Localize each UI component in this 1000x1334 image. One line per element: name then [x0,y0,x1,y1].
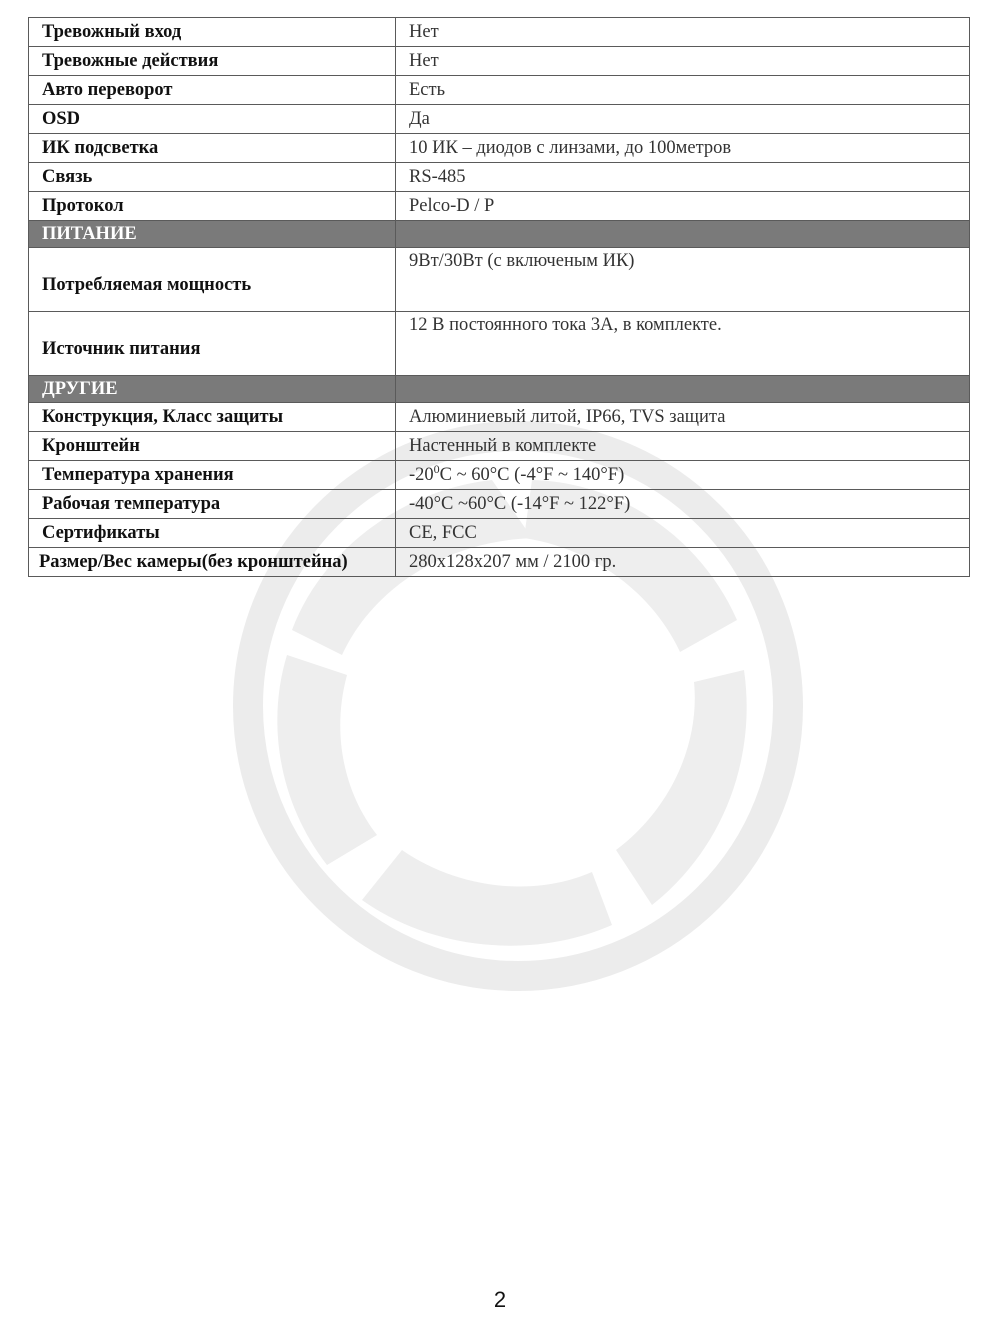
section-title: ДРУГИЕ [29,376,396,403]
table-row [29,192,970,221]
spec-value: Алюминиевый литой, IP66, TVS защита [396,403,970,432]
table-row [29,490,970,519]
spec-value: -40°C ~60°C (-14°F ~ 122°F) [396,490,970,519]
spec-value: Настенный в комплекте [396,432,970,461]
spec-label: Тревожный вход [29,18,396,47]
spec-label: Протокол [29,192,396,221]
spec-label: Размер/Вес камеры(без кронштейна) [29,548,396,577]
spec-value: Нет [396,47,970,76]
spec-value: Да [396,105,970,134]
table-row [29,18,970,47]
spec-value: RS-485 [396,163,970,192]
spec-label: Источник питания [29,312,396,376]
spec-label: ИК подсветка [29,134,396,163]
table-row [29,519,970,548]
table-row [29,461,970,490]
table-row [29,312,970,376]
spec-value: 12 В постоянного тока 3А, в комплекте. [396,312,970,376]
spec-label: Тревожные действия [29,47,396,76]
table-row [29,134,970,163]
table-row [29,548,970,577]
section-header-other [29,376,970,403]
spec-value: Нет [396,18,970,47]
spec-value [396,461,970,490]
spec-value: Pelco-D / P [396,192,970,221]
spec-value: 10 ИК – диодов с линзами, до 100метров [396,134,970,163]
spec-label: Температура хранения [29,461,396,490]
table-row [29,76,970,105]
section-header-power [29,221,970,248]
value-prefix: -20 [409,465,434,485]
spec-label: Рабочая температура [29,490,396,519]
section-empty-cell [396,221,970,248]
spec-label: Кронштейн [29,432,396,461]
spec-table [28,17,970,577]
table-row [29,105,970,134]
value-suffix: C ~ 60°C (-4°F ~ 140°F) [439,465,625,485]
spec-value: CE, FCC [396,519,970,548]
spec-label: Потребляемая мощность [29,248,396,312]
table-row [29,432,970,461]
spec-label: Авто переворот [29,76,396,105]
page-number: 2 [493,1287,507,1312]
table-row [29,163,970,192]
value-superscript: 0 [433,461,440,476]
section-title: ПИТАНИЕ [29,221,396,248]
spec-label: Связь [29,163,396,192]
table-row [29,248,970,312]
spec-label: OSD [29,105,396,134]
spec-value: 280x128x207 мм / 2100 гр. [396,548,970,577]
table-row [29,47,970,76]
spec-value: Есть [396,76,970,105]
spec-value: 9Вт/30Вт (с включеным ИК) [396,248,970,312]
section-empty-cell [396,376,970,403]
table-row [29,403,970,432]
spec-label: Конструкция, Класс защиты [29,403,396,432]
spec-label: Сертификаты [29,519,396,548]
